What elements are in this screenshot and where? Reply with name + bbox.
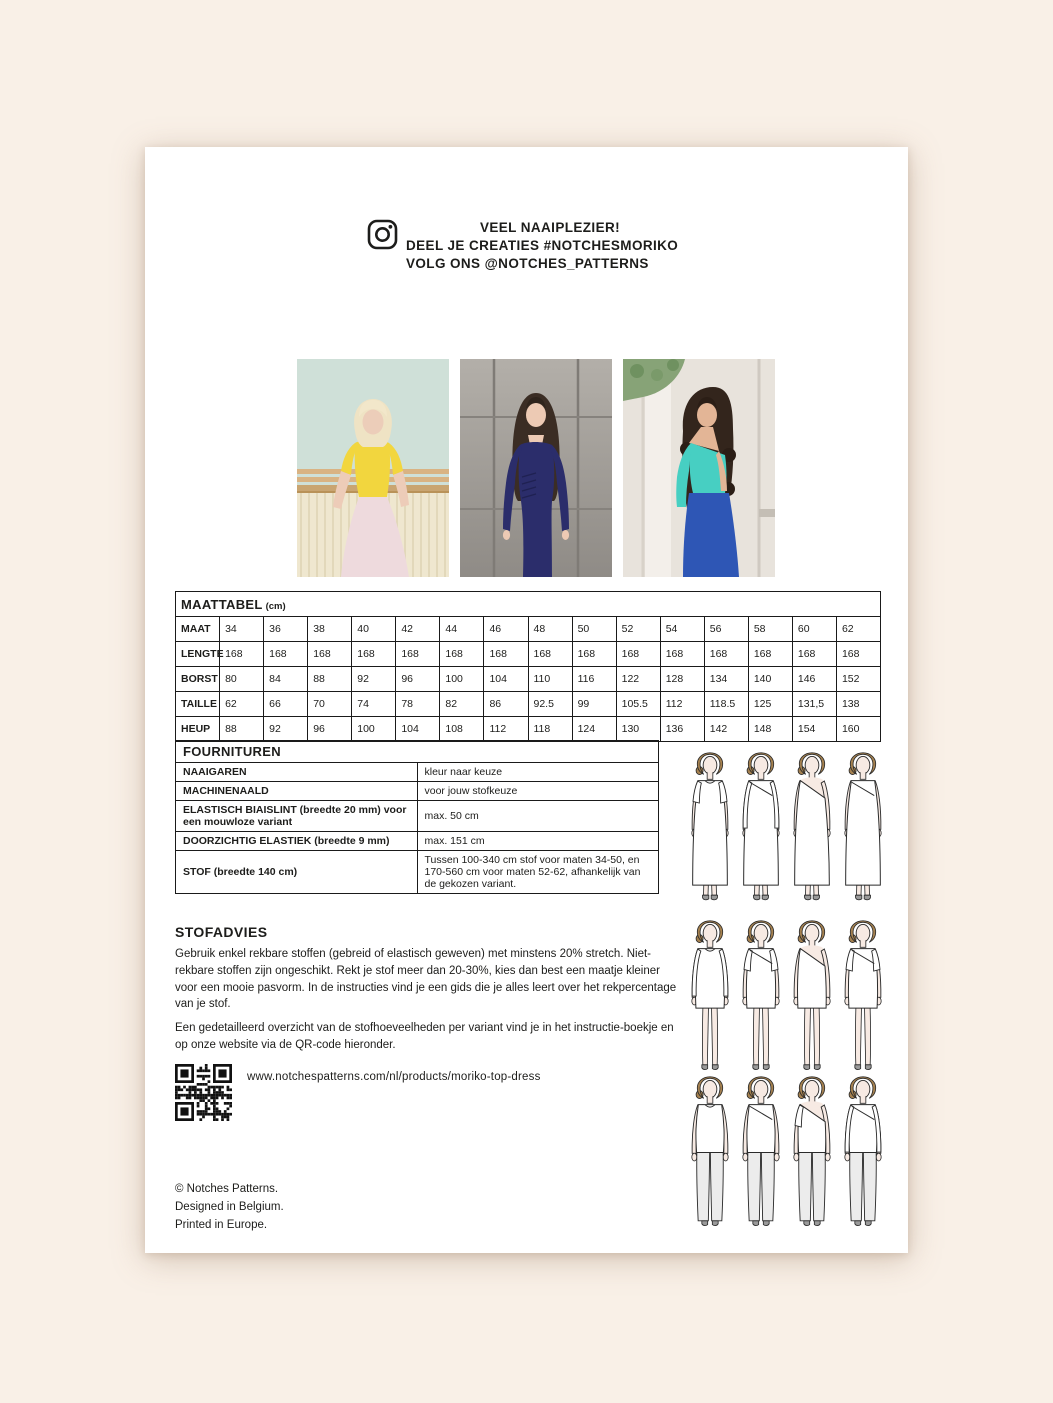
size-value: 88 xyxy=(220,717,264,742)
size-value: 92 xyxy=(264,717,308,742)
size-value: 168 xyxy=(836,642,880,667)
size-value: 168 xyxy=(264,642,308,667)
size-value: 54 xyxy=(660,617,704,642)
copyright-block xyxy=(175,1180,284,1234)
size-value: 168 xyxy=(748,642,792,667)
size-table-title: MAATTABEL (cm) xyxy=(176,592,881,617)
printed-line: Printed in Europe. xyxy=(175,1219,268,1231)
row-label: BORST xyxy=(176,667,220,692)
photo-yellow-top-model xyxy=(297,359,449,577)
garment-figure-knee-dress-short-sleeve-asymmetric-neck xyxy=(838,918,888,1075)
row-label: HEUP xyxy=(176,717,220,742)
size-value: 168 xyxy=(792,642,836,667)
size-value: 110 xyxy=(528,667,572,692)
size-value: 168 xyxy=(352,642,396,667)
table-row xyxy=(176,642,881,667)
size-value: 52 xyxy=(616,617,660,642)
size-value: 104 xyxy=(484,667,528,692)
size-value: 168 xyxy=(220,642,264,667)
size-value: 108 xyxy=(440,717,484,742)
supply-item: MACHINENAALD xyxy=(176,782,418,801)
size-value: 130 xyxy=(616,717,660,742)
size-value: 58 xyxy=(748,617,792,642)
size-value: 152 xyxy=(836,667,880,692)
size-value: 136 xyxy=(660,717,704,742)
size-value: 168 xyxy=(308,642,352,667)
table-row xyxy=(176,801,659,832)
size-table xyxy=(175,591,881,742)
size-value: 42 xyxy=(396,617,440,642)
size-value: 168 xyxy=(484,642,528,667)
garment-figure-knee-dress-short-sleeve-asymmetric-neck xyxy=(736,918,786,1075)
size-value: 100 xyxy=(352,717,396,742)
fournituren-table xyxy=(175,740,659,894)
size-value: 118.5 xyxy=(704,692,748,717)
header xyxy=(367,219,694,273)
garment-figure-top-with-pants-one-shoulder-single-sleeve xyxy=(787,1074,837,1231)
garment-figure-top-with-pants-sleeveless-round-neck xyxy=(685,1074,735,1231)
size-value: 50 xyxy=(572,617,616,642)
size-value: 168 xyxy=(440,642,484,667)
size-value: 104 xyxy=(396,717,440,742)
supply-item: NAAIGAREN xyxy=(176,763,418,782)
size-value: 116 xyxy=(572,667,616,692)
size-value: 148 xyxy=(748,717,792,742)
header-line2: DEEL JE CREATIES #NOTCHESMORIKO xyxy=(406,238,679,253)
size-value: 62 xyxy=(836,617,880,642)
size-value: 128 xyxy=(660,667,704,692)
size-value: 134 xyxy=(704,667,748,692)
qr-code xyxy=(175,1064,232,1121)
size-value: 92.5 xyxy=(528,692,572,717)
size-value: 70 xyxy=(308,692,352,717)
size-value: 168 xyxy=(572,642,616,667)
header-line1: VEEL NAAIPLEZIER! xyxy=(479,220,621,235)
size-value: 168 xyxy=(528,642,572,667)
photo-navy-dress-model xyxy=(460,359,612,577)
size-value: 131,5 xyxy=(792,692,836,717)
size-value: 100 xyxy=(440,667,484,692)
header-text xyxy=(406,219,694,273)
table-row xyxy=(176,763,659,782)
table-row xyxy=(176,782,659,801)
size-value: 86 xyxy=(484,692,528,717)
size-value: 82 xyxy=(440,692,484,717)
supply-item: STOF (breedte 140 cm) xyxy=(176,851,418,894)
size-value: 105.5 xyxy=(616,692,660,717)
size-value: 124 xyxy=(572,717,616,742)
size-value: 84 xyxy=(264,667,308,692)
garment-figure-maxi-dress-sleeveless-asymmetric-neck xyxy=(838,750,888,907)
variant-drawings-top-with-pants xyxy=(685,1074,888,1231)
supply-item: DOORZICHTIG ELASTIEK (breedte 9 mm) xyxy=(176,832,418,851)
size-value: 154 xyxy=(792,717,836,742)
size-value: 34 xyxy=(220,617,264,642)
garment-figure-maxi-dress-long-sleeve-asymmetric-neck xyxy=(736,750,786,907)
size-value: 168 xyxy=(616,642,660,667)
website-url: www.notchespatterns.com/nl/products/moriko-top-dress xyxy=(247,1071,541,1083)
size-value: 44 xyxy=(440,617,484,642)
supply-value: max. 50 cm xyxy=(417,801,659,832)
size-value: 60 xyxy=(792,617,836,642)
instagram-icon xyxy=(367,219,398,250)
table-row xyxy=(176,851,659,894)
size-value: 96 xyxy=(396,667,440,692)
row-label: TAILLE xyxy=(176,692,220,717)
supply-item: ELASTISCH BIAISLINT (breedte 20 mm) voor een mouwloze variant xyxy=(176,801,418,832)
size-value: 140 xyxy=(748,667,792,692)
size-value: 88 xyxy=(308,667,352,692)
size-value: 142 xyxy=(704,717,748,742)
size-value: 112 xyxy=(484,717,528,742)
supply-value: Tussen 100-340 cm stof voor maten 34-50, en 170-560 cm voor maten 52-62, afhankelijk van de gekozen variant. xyxy=(417,851,659,894)
garment-figure-maxi-dress-short-sleeve-round-neck xyxy=(685,750,735,907)
designed-line: Designed in Belgium. xyxy=(175,1201,284,1213)
size-value: 122 xyxy=(616,667,660,692)
size-value: 36 xyxy=(264,617,308,642)
size-value: 160 xyxy=(836,717,880,742)
size-value: 96 xyxy=(308,717,352,742)
size-value: 118 xyxy=(528,717,572,742)
table-row xyxy=(176,717,881,742)
size-value: 168 xyxy=(396,642,440,667)
size-value: 48 xyxy=(528,617,572,642)
table-row xyxy=(176,692,881,717)
garment-figure-knee-dress-long-sleeve-round-neck xyxy=(685,918,735,1075)
size-value: 146 xyxy=(792,667,836,692)
size-value: 112 xyxy=(660,692,704,717)
row-label: LENGTE xyxy=(176,642,220,667)
size-value: 80 xyxy=(220,667,264,692)
photo-strip xyxy=(297,359,775,577)
garment-figure-top-with-pants-long-sleeve-asymmetric-neck xyxy=(838,1074,888,1231)
size-value: 138 xyxy=(836,692,880,717)
photo-teal-top-model xyxy=(623,359,775,577)
size-value: 99 xyxy=(572,692,616,717)
row-label: MAAT xyxy=(176,617,220,642)
fournituren-title: FOURNITUREN xyxy=(176,741,659,763)
garment-figure-maxi-dress-one-shoulder-sleeveless xyxy=(787,750,837,907)
size-value: 46 xyxy=(484,617,528,642)
stofadvies-title: STOFADVIES xyxy=(175,924,268,940)
table-row xyxy=(176,667,881,692)
table-row xyxy=(176,832,659,851)
size-value: 56 xyxy=(704,617,748,642)
garment-figure-top-with-pants-sleeveless-asymmetric-neck xyxy=(736,1074,786,1231)
supply-value: max. 151 cm xyxy=(417,832,659,851)
size-value: 38 xyxy=(308,617,352,642)
garment-figure-knee-dress-one-shoulder-sleeveless xyxy=(787,918,837,1075)
hashtag: #NOTCHESMORIKO xyxy=(543,238,679,253)
stofadvies-paragraph-2: Een gedetailleerd overzicht van de stofhoeveelheden per variant vind je in het instructie-boekje en op onze website via de QR-code hieronder. xyxy=(175,1022,674,1051)
header-line3: VOLG ONS @NOTCHES_PATTERNS xyxy=(406,256,649,271)
size-value: 92 xyxy=(352,667,396,692)
variant-drawings-maxi-dress xyxy=(685,750,888,907)
size-value: 168 xyxy=(660,642,704,667)
size-value: 168 xyxy=(704,642,748,667)
size-value: 125 xyxy=(748,692,792,717)
stofadvies-paragraph-1: Gebruik enkel rekbare stoffen (gebreid of elastisch geweven) met minstens 20% stretch. Niet-rekbare stoffen zijn ongeschikt. Rekt je stof meer dan 20-30%, kies dan best een maatje kleiner voor een mooie pasvorm. In de instructies vind je een gids die je alles leert over het rekpercentage van je stof. xyxy=(175,948,677,1011)
size-value: 62 xyxy=(220,692,264,717)
size-value: 66 xyxy=(264,692,308,717)
copyright-line: © Notches Patterns. xyxy=(175,1183,279,1195)
leaflet-page xyxy=(145,147,908,1253)
table-row xyxy=(176,617,881,642)
supply-value: kleur naar keuze xyxy=(417,763,659,782)
size-value: 40 xyxy=(352,617,396,642)
size-value: 78 xyxy=(396,692,440,717)
variant-drawings-knee-dress xyxy=(685,918,888,1075)
size-value: 74 xyxy=(352,692,396,717)
supply-value: voor jouw stofkeuze xyxy=(417,782,659,801)
